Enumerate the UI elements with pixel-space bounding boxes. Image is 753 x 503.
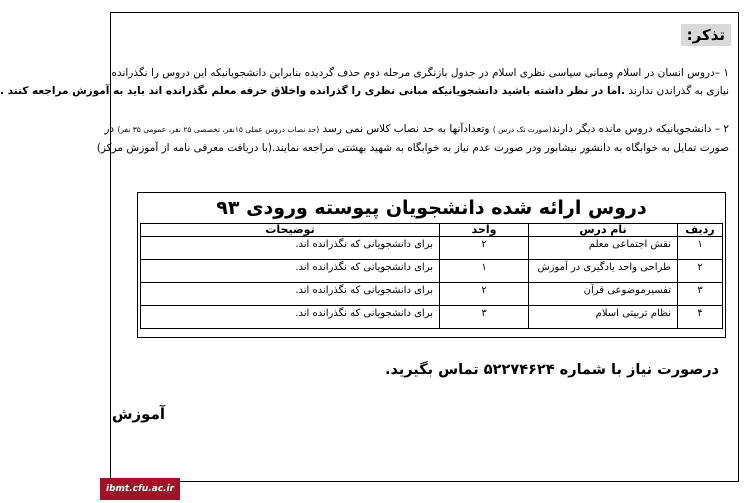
table-row (141, 306, 723, 329)
courses-table-title: دروس ارائه شده دانشجویان پیوسته ورودی ۹۳ (216, 197, 647, 219)
course-units: ۲ (440, 237, 529, 260)
course-units: ۱ (440, 260, 529, 283)
note-item-2-line-2: صورت تمایل به خوابگاه به دانشور نیشابور ودر صورت عدم نیاز به خوابگاه به شهید بهشتی مراجعه نمایند.(با دریافت معرفی نامه از آموزش مرکز) (96, 142, 729, 154)
note-item-2 (96, 120, 729, 157)
note-item-1 (0, 64, 729, 100)
note-item-2-small: (صورت تک درس ) (492, 125, 552, 134)
course-name: طراحی واحد یادگیری در آموزش (529, 260, 678, 283)
contact-notice: درصورت نیاز با شماره ۵۲۲۷۴۶۲۴ تماس بگیرید. (384, 362, 719, 378)
site-watermark: ibmt.cfu.ac.ir (100, 478, 180, 500)
header-row-number: ردیف (678, 224, 723, 237)
courses-table (140, 223, 723, 329)
course-notes: برای دانشجویانی که نگذرانده اند. (141, 260, 440, 283)
course-units: ۳ (440, 306, 529, 329)
note-title: تذکر: (681, 24, 731, 46)
note-item-1-bold: .اما در نظر داشته باشید دانشجویانیکه مبانی نظری را گذرانده واخلاق حرفه معلم نگذرانده اند باید به آموزش مراجعه کنند . (0, 85, 626, 97)
course-name: نقش اجتماعی معلم (529, 237, 678, 260)
signature: آموزش (111, 405, 165, 423)
row-number: ۳ (678, 283, 723, 306)
note-item-2-quota: (حد نصاب دروس عملی ۱۵نفر، تخصصی ۲۵ نفر، عمومی ۳۵ نفر) (117, 125, 320, 134)
table-row (141, 283, 723, 306)
header-course-name: نام درس (529, 224, 678, 237)
row-number: ۴ (678, 306, 723, 329)
row-number: ۱ (678, 237, 723, 260)
header-notes: توضیحات (141, 224, 440, 237)
course-notes: برای دانشجویانی که نگذرانده اند. (141, 283, 440, 306)
courses-box (137, 192, 726, 338)
note-item-2-rest: وتعدادآنها به حد نصاب کلاس نمی رسد (319, 123, 493, 135)
course-notes: برای دانشجویانی که نگذرانده اند. (141, 237, 440, 260)
row-number: ۲ (678, 260, 723, 283)
course-notes: برای دانشجویانی که نگذرانده اند. (141, 306, 440, 329)
course-name: تفسیرموضوعی قرآن (529, 283, 678, 306)
table-row (141, 237, 723, 260)
note-item-1-plain: نیازی به گذراندن ندارند (625, 85, 729, 97)
note-item-2-plain: ۲ – دانشجویانیکه دروس مانده دیگر دارند (551, 123, 729, 135)
course-name: نظام تربیتی اسلام (529, 306, 678, 329)
table-row (141, 260, 723, 283)
note-item-2-end: در (104, 123, 118, 135)
note-item-1-line-1: ۱ –دروس انسان در اسلام ومبانی سیاسی نظری اسلام در جدول بازنگری مرحله دوم حذف گردیده بنابراین دانشجویانیکه این دروس را نگذرانده (111, 67, 729, 79)
note-item-1-line-2 (0, 82, 729, 100)
course-units: ۲ (440, 283, 529, 306)
courses-header-row (141, 224, 723, 237)
header-units: واحد (440, 224, 529, 237)
note-item-2-line-1 (104, 120, 729, 139)
